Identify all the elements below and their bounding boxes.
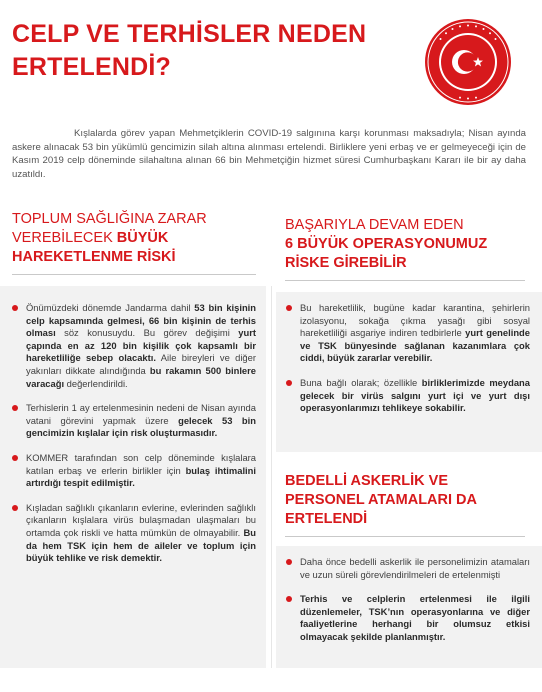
- bullet-item: [286, 556, 530, 581]
- right-heading2-line-1: BEDELLİ ASKERLİK VE: [285, 473, 449, 489]
- right-section-heading-2: [285, 472, 525, 537]
- bullet-text: Aile bireyleri ve diğer yakınları dikkate alındığında: [26, 352, 256, 376]
- bullet-bold-text: yurt çapında en az 120 bin kişilik çok kapsamlı bir hareketliliğe sebep olacaktı.: [26, 327, 256, 364]
- right-heading2-line-3: ERTELENDİ: [285, 511, 368, 527]
- right-bullet-list-2: [276, 546, 542, 644]
- intro-text: Kışlalarda görev yapan Mehmetçiklerin COVID-19 salgınına karşı korunması maksadıyla; Nisan ayında askere alınacak 53 bin yükümlü gencimizin silah altına alınması ertelendi. Birliklere yeni erbaş ve er gelmeyeceği için de Kasım 2019 celp döneminde silahaltına alınan 66 bin Mehmetçiğin hizmet süresi Cumhurbaşkanı Kararı ile bir ay daha uzatıldı.: [12, 128, 526, 180]
- bullet-text: Daha önce bedelli askerlik ile personelimizin atamaları ve uzun süreli görevlendirilmeleri de ertelenmişti: [300, 556, 530, 580]
- bullet-item: [286, 302, 530, 365]
- left-heading-rule: [12, 274, 256, 275]
- left-heading-line-2b: BÜYÜK: [116, 230, 169, 246]
- bullet-item: [286, 593, 530, 643]
- bullet-bold-text: bu rakamın 500 binlere varacağı: [26, 364, 257, 389]
- tsk-seal-icon: [424, 18, 512, 106]
- title-line-1: CELP VE TERHİSLER NEDEN: [12, 20, 367, 48]
- bullet-item: [12, 302, 256, 390]
- bullet-text: KOMMER tarafından son celp döneminde kışlalara katılan erbaş ve erlerin birlikler için: [26, 451, 256, 476]
- page-title: [12, 18, 412, 84]
- bullet-item: [12, 502, 256, 565]
- left-heading-line-1: TOPLUM SAĞLIĞINA ZARAR: [12, 211, 207, 227]
- bullet-text: değerlendirildi.: [64, 377, 128, 389]
- bullet-item: [286, 377, 530, 415]
- left-heading-line-2a: VEREBİLECEK: [12, 230, 117, 246]
- bullet-item: [12, 402, 256, 440]
- bullet-text: Kışladan sağlıklı çıkanların evlerine, evlerinden sağlıklı çıkanların kışlalara virüs bulaşmadan ulaşmaları bu ortamda çok riskli ve hatta mümkün de olmayabilir.: [26, 501, 256, 538]
- right-heading2-line-2: PERSONEL ATAMALARI DA: [285, 492, 477, 508]
- bullet-item: [12, 452, 256, 490]
- left-bullet-list: [0, 286, 266, 565]
- bullet-bold-text: Terhis ve celplerin ertelenmesi ile ilgili düzenlemeler, TSK’nın operasyonlarına ve diğer faaliyetlerine herhangi bir olumsuz etkisi olmayacak şekilde planlanmıştır.: [300, 593, 530, 642]
- bullet-text: Terhislerin 1 ay ertelenmesinin nedeni de Nisan ayında vatani görevini yapmak üzere: [26, 402, 256, 426]
- bullet-bold-text: yurt genelinde ve TSK bünyesinde sağlanan kazanımlara çok ciddi, büyük zararlar verebilir.: [300, 327, 531, 364]
- bullet-text: söz konusuydu. Bu görev değişimi: [55, 327, 239, 339]
- left-heading-line-3: HAREKETLENME RİSKİ: [12, 249, 176, 265]
- bullet-text: Bu hareketlilik, bugüne kadar karantina, şehirlerin izolasyonu, sokağa çıkma yasağı gibi sosyal hareketliliği asgariye indiren tedbirlerle: [300, 302, 530, 339]
- right-heading2-rule: [285, 536, 525, 537]
- right-heading-line-3: RİSKE GİREBİLİR: [285, 255, 407, 271]
- right-content-box-1: [276, 292, 542, 452]
- left-content-box: [0, 286, 266, 668]
- bullet-text: Önümüzdeki dönemde Jandarma dahil: [26, 302, 195, 313]
- right-heading-rule: [285, 280, 525, 281]
- right-heading-line-1: BAŞARIYLA DEVAM EDEN: [285, 217, 464, 233]
- title-line-2: ERTELENDİ?: [12, 53, 171, 81]
- column-divider: [271, 286, 272, 668]
- right-bullet-list: [276, 292, 542, 415]
- bullet-bold-text: 53 bin kişinin celp kapsamında gelmesi, 66 bin kişinin de terhis olması: [26, 302, 257, 339]
- bullet-bold-text: bulaş ihtimalini artırdığı tespit edilmiştir.: [26, 464, 256, 489]
- bullet-bold-text: Bu da hem TSK için hem de aileler ve toplum için büyük tehlike ve risk demektir.: [26, 526, 256, 564]
- bullet-bold-text: birliklerimizde meydana gelecek bir virüs salgını yurt içi ve yurt dışı operasyonlarımızı tehlikeye sokabilir.: [300, 376, 530, 414]
- intro-paragraph: [12, 127, 526, 181]
- left-section-heading: [12, 210, 256, 275]
- right-heading-line-2: 6 BÜYÜK OPERASYONUMUZ: [285, 236, 488, 252]
- bullet-text: Buna bağlı olarak; özellikle: [300, 376, 422, 388]
- right-content-box-2: [276, 546, 542, 668]
- right-section-heading: [285, 216, 525, 281]
- bullet-bold-text: gelecek 53 bin gencimizin kışlalar için risk oluşturmasıdır.: [26, 414, 256, 439]
